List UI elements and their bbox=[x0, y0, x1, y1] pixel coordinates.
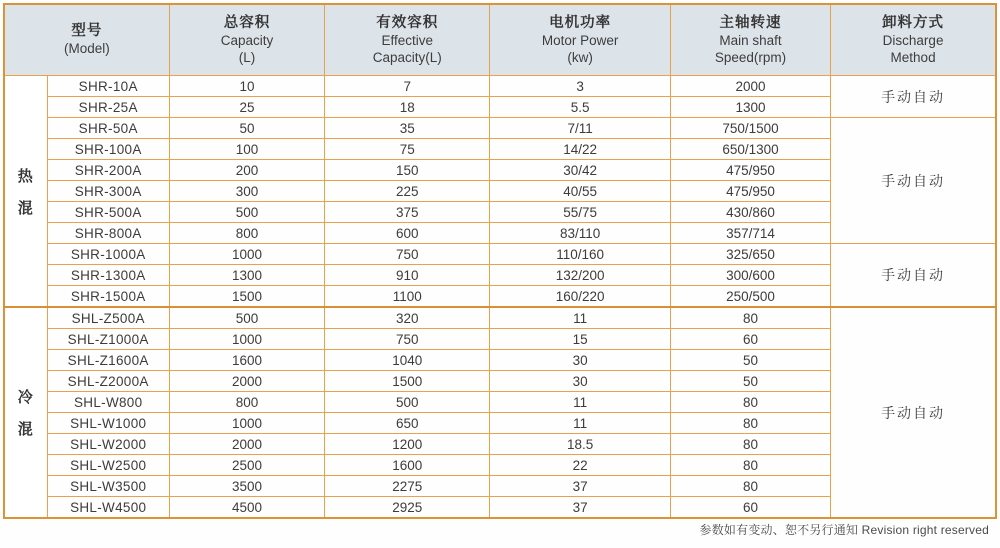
effective-capacity-cell: 2275 bbox=[325, 476, 490, 497]
table-body bbox=[4, 76, 996, 519]
effective-capacity-cell: 1500 bbox=[325, 371, 490, 392]
shaft-speed-cell: 325/650 bbox=[670, 244, 830, 265]
shaft-speed-cell: 357/714 bbox=[670, 223, 830, 244]
section-label-char: 冷 bbox=[17, 389, 34, 406]
section-label-char: 热 bbox=[17, 167, 34, 185]
header-row bbox=[4, 4, 996, 76]
shaft-speed-cell: 650/1300 bbox=[670, 139, 830, 160]
shaft-speed-cell: 430/860 bbox=[670, 202, 830, 223]
table-header bbox=[4, 4, 996, 76]
table-row bbox=[4, 244, 996, 265]
motor-power-cell: 11 bbox=[490, 307, 670, 329]
header-capacity: 总容积 Capacity (L) bbox=[169, 4, 324, 76]
shaft-speed-cell: 2000 bbox=[670, 76, 830, 97]
motor-power-cell: 3 bbox=[490, 76, 670, 97]
capacity-cell: 3500 bbox=[169, 476, 324, 497]
shaft-speed-cell: 475/950 bbox=[670, 160, 830, 181]
motor-power-cell: 30 bbox=[490, 371, 670, 392]
capacity-cell: 1000 bbox=[169, 244, 324, 265]
capacity-cell: 300 bbox=[169, 181, 324, 202]
motor-power-cell: 11 bbox=[490, 413, 670, 434]
shaft-speed-cell: 475/950 bbox=[670, 181, 830, 202]
shaft-speed-cell: 50 bbox=[670, 350, 830, 371]
model-cell: SHR-200A bbox=[47, 160, 169, 181]
effective-capacity-cell: 600 bbox=[325, 223, 490, 244]
model-cell: SHR-50A bbox=[47, 118, 169, 139]
shaft-speed-cell: 1300 bbox=[670, 97, 830, 118]
model-cell: SHR-1000A bbox=[47, 244, 169, 265]
model-cell: SHL-Z500A bbox=[47, 307, 169, 329]
effective-capacity-cell: 750 bbox=[325, 244, 490, 265]
model-cell: SHL-W2000 bbox=[47, 434, 169, 455]
effective-capacity-cell: 18 bbox=[325, 97, 490, 118]
effective-capacity-cell: 2925 bbox=[325, 497, 490, 519]
capacity-cell: 1600 bbox=[169, 350, 324, 371]
capacity-cell: 800 bbox=[169, 223, 324, 244]
discharge-method-cell: 手动自动 bbox=[831, 76, 996, 118]
table-row bbox=[4, 76, 996, 97]
capacity-cell: 500 bbox=[169, 307, 324, 329]
footnote bbox=[3, 519, 997, 538]
model-cell: SHL-Z1000A bbox=[47, 329, 169, 350]
footnote-en: Revision right reserved bbox=[861, 523, 989, 537]
header-model-zh: 型号 bbox=[71, 23, 103, 39]
shaft-speed-cell: 60 bbox=[670, 329, 830, 350]
shaft-speed-cell: 300/600 bbox=[670, 265, 830, 286]
capacity-cell: 200 bbox=[169, 160, 324, 181]
motor-power-cell: 160/220 bbox=[490, 286, 670, 308]
section-label bbox=[4, 76, 47, 308]
model-cell: SHR-500A bbox=[47, 202, 169, 223]
shaft-speed-cell: 50 bbox=[670, 371, 830, 392]
motor-power-cell: 37 bbox=[490, 476, 670, 497]
model-cell: SHR-800A bbox=[47, 223, 169, 244]
capacity-cell: 800 bbox=[169, 392, 324, 413]
motor-power-cell: 55/75 bbox=[490, 202, 670, 223]
model-cell: SHL-W2500 bbox=[47, 455, 169, 476]
motor-power-cell: 132/200 bbox=[490, 265, 670, 286]
model-cell: SHR-25A bbox=[47, 97, 169, 118]
motor-power-cell: 40/55 bbox=[490, 181, 670, 202]
model-cell: SHL-Z2000A bbox=[47, 371, 169, 392]
capacity-cell: 100 bbox=[169, 139, 324, 160]
section-label-char: 混 bbox=[17, 421, 34, 438]
footnote-zh: 参数如有变动、恕不另行通知 bbox=[699, 523, 859, 537]
header-model-en: (Model) bbox=[64, 41, 110, 56]
motor-power-cell: 30/42 bbox=[490, 160, 670, 181]
discharge-method-cell: 手动自动 bbox=[831, 244, 996, 308]
header-model bbox=[4, 4, 169, 76]
effective-capacity-cell: 500 bbox=[325, 392, 490, 413]
effective-capacity-cell: 750 bbox=[325, 329, 490, 350]
capacity-cell: 50 bbox=[169, 118, 324, 139]
model-cell: SHL-W1000 bbox=[47, 413, 169, 434]
shaft-speed-cell: 80 bbox=[670, 434, 830, 455]
effective-capacity-cell: 650 bbox=[325, 413, 490, 434]
header-effective-capacity: 有效容积 Effective Capacity(L) bbox=[325, 4, 490, 76]
table-row bbox=[4, 307, 996, 329]
header-motor-power: 电机功率 Motor Power (kw) bbox=[490, 4, 670, 76]
model-cell: SHL-W3500 bbox=[47, 476, 169, 497]
capacity-cell: 1500 bbox=[169, 286, 324, 308]
effective-capacity-cell: 35 bbox=[325, 118, 490, 139]
motor-power-cell: 18.5 bbox=[490, 434, 670, 455]
model-cell: SHR-1300A bbox=[47, 265, 169, 286]
effective-capacity-cell: 1100 bbox=[325, 286, 490, 308]
motor-power-cell: 14/22 bbox=[490, 139, 670, 160]
discharge-method-cell: 手动自动 bbox=[831, 307, 996, 518]
section-label-char: 混 bbox=[17, 199, 34, 217]
motor-power-cell: 5.5 bbox=[490, 97, 670, 118]
motor-power-cell: 110/160 bbox=[490, 244, 670, 265]
shaft-speed-cell: 250/500 bbox=[670, 286, 830, 308]
model-cell: SHL-Z1600A bbox=[47, 350, 169, 371]
capacity-cell: 25 bbox=[169, 97, 324, 118]
effective-capacity-cell: 7 bbox=[325, 76, 490, 97]
shaft-speed-cell: 80 bbox=[670, 455, 830, 476]
effective-capacity-cell: 375 bbox=[325, 202, 490, 223]
discharge-method-cell: 手动自动 bbox=[831, 118, 996, 244]
effective-capacity-cell: 225 bbox=[325, 181, 490, 202]
section-label bbox=[4, 307, 47, 518]
model-cell: SHR-1500A bbox=[47, 286, 169, 308]
motor-power-cell: 22 bbox=[490, 455, 670, 476]
motor-power-cell: 30 bbox=[490, 350, 670, 371]
effective-capacity-cell: 320 bbox=[325, 307, 490, 329]
motor-power-cell: 11 bbox=[490, 392, 670, 413]
shaft-speed-cell: 80 bbox=[670, 307, 830, 329]
effective-capacity-cell: 910 bbox=[325, 265, 490, 286]
shaft-speed-cell: 750/1500 bbox=[670, 118, 830, 139]
model-cell: SHL-W800 bbox=[47, 392, 169, 413]
capacity-cell: 1000 bbox=[169, 329, 324, 350]
header-shaft-speed: 主轴转速 Main shaft Speed(rpm) bbox=[670, 4, 830, 76]
table-row bbox=[4, 118, 996, 139]
capacity-cell: 10 bbox=[169, 76, 324, 97]
motor-power-cell: 7/11 bbox=[490, 118, 670, 139]
capacity-cell: 500 bbox=[169, 202, 324, 223]
capacity-cell: 1300 bbox=[169, 265, 324, 286]
capacity-cell: 2500 bbox=[169, 455, 324, 476]
spec-table bbox=[3, 3, 997, 519]
motor-power-cell: 37 bbox=[490, 497, 670, 519]
effective-capacity-cell: 1600 bbox=[325, 455, 490, 476]
shaft-speed-cell: 80 bbox=[670, 413, 830, 434]
capacity-cell: 4500 bbox=[169, 497, 324, 519]
capacity-cell: 1000 bbox=[169, 413, 324, 434]
header-discharge-method: 卸料方式 Discharge Method bbox=[831, 4, 996, 76]
effective-capacity-cell: 1040 bbox=[325, 350, 490, 371]
motor-power-cell: 83/110 bbox=[490, 223, 670, 244]
model-cell: SHR-300A bbox=[47, 181, 169, 202]
shaft-speed-cell: 80 bbox=[670, 392, 830, 413]
capacity-cell: 2000 bbox=[169, 434, 324, 455]
model-cell: SHR-100A bbox=[47, 139, 169, 160]
model-cell: SHR-10A bbox=[47, 76, 169, 97]
effective-capacity-cell: 1200 bbox=[325, 434, 490, 455]
shaft-speed-cell: 80 bbox=[670, 476, 830, 497]
effective-capacity-cell: 150 bbox=[325, 160, 490, 181]
motor-power-cell: 15 bbox=[490, 329, 670, 350]
capacity-cell: 2000 bbox=[169, 371, 324, 392]
shaft-speed-cell: 60 bbox=[670, 497, 830, 519]
model-cell: SHL-W4500 bbox=[47, 497, 169, 519]
effective-capacity-cell: 75 bbox=[325, 139, 490, 160]
